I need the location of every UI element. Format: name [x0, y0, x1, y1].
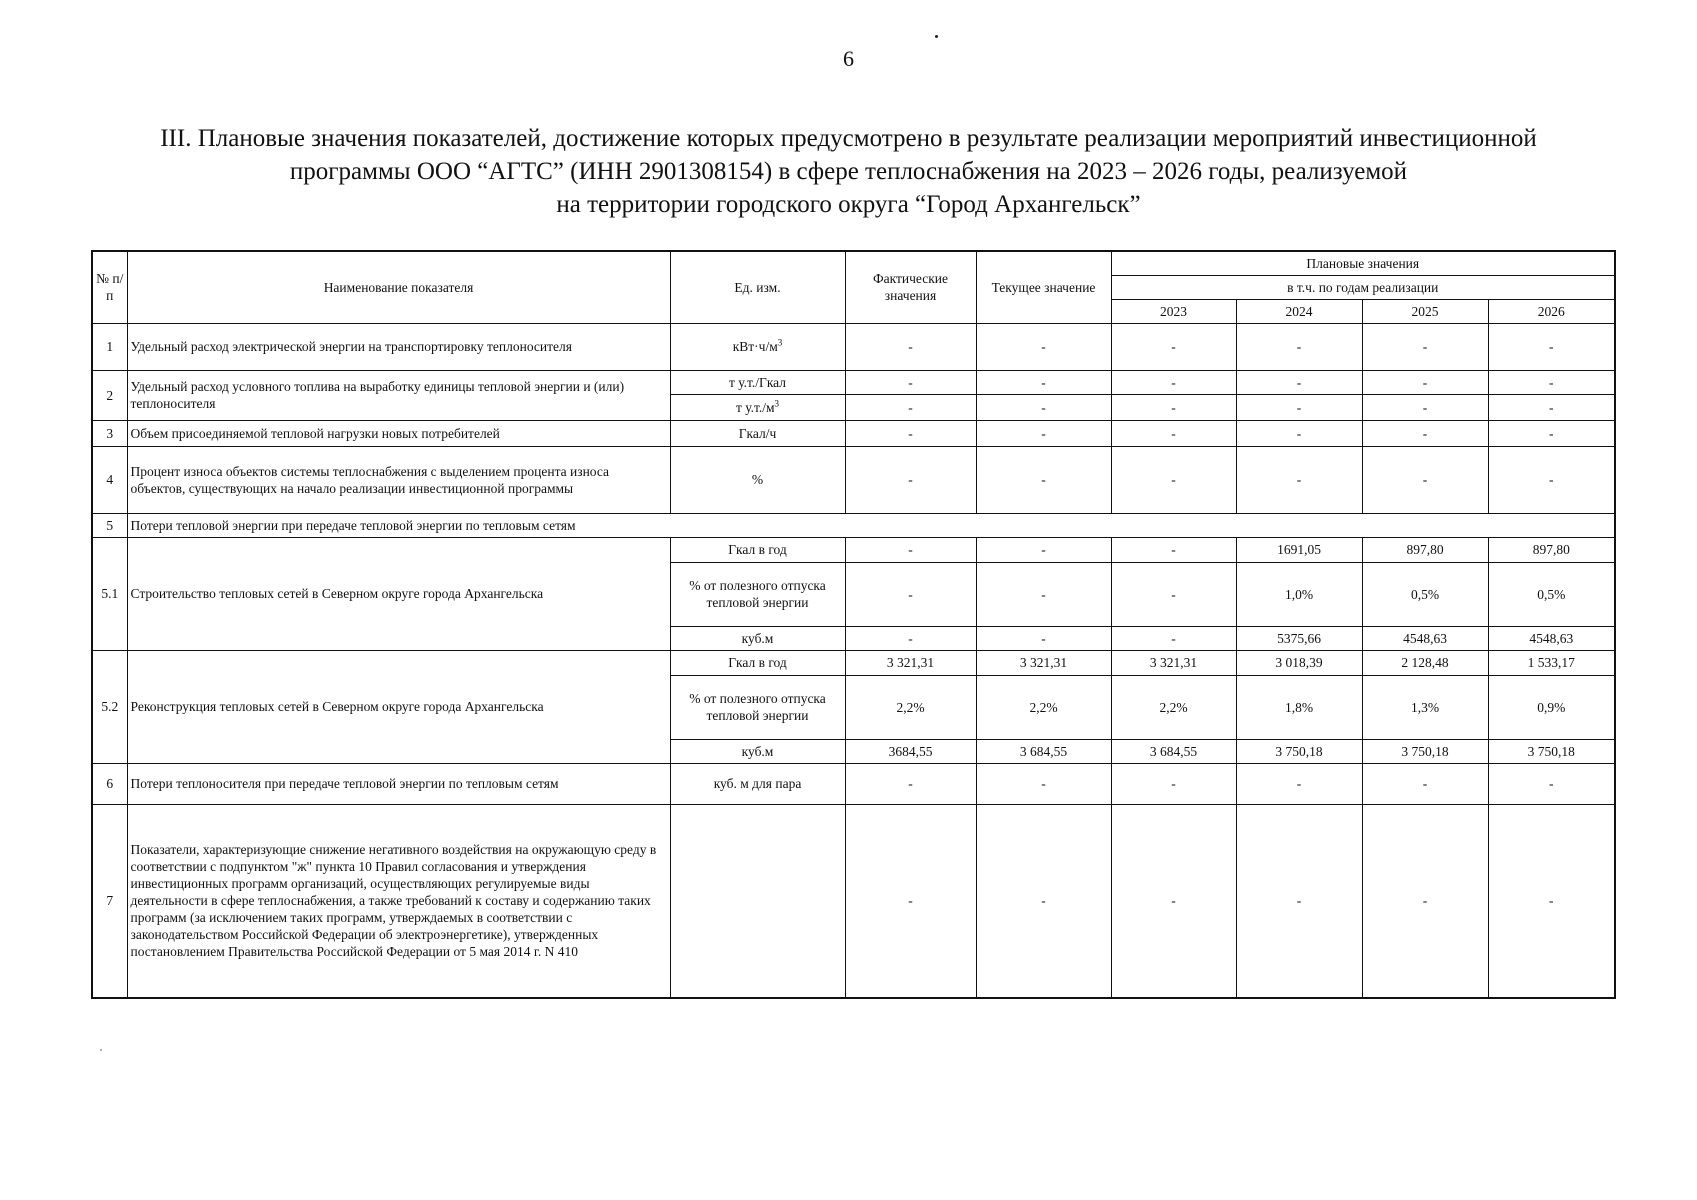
value-cell: - — [845, 537, 976, 562]
document-title — [60, 122, 1637, 221]
indicator-name: Удельный расход условного топлива на выработку единицы тепловой энергии и (или) теплоносителя — [127, 370, 670, 420]
value-cell: 0,9% — [1488, 675, 1615, 739]
unit-cell: % — [670, 446, 845, 513]
unit-cell: т у.т./Гкал — [670, 370, 845, 394]
row-number: 5.1 — [92, 537, 127, 650]
value-cell: 2,2% — [845, 675, 976, 739]
header-actual: Фактические значения — [845, 251, 976, 323]
value-cell: 1691,05 — [1236, 537, 1362, 562]
value-cell: - — [976, 323, 1111, 370]
indicator-name: Удельный расход электрической энергии на транспортировку теплоносителя — [127, 323, 670, 370]
value-cell: - — [1111, 446, 1236, 513]
value-cell: - — [1236, 804, 1362, 998]
table-row — [92, 537, 1615, 562]
row-number: 6 — [92, 763, 127, 804]
value-cell: 4548,63 — [1362, 626, 1488, 650]
title-line: на территории городского округа “Город Архангельск” — [556, 191, 1141, 218]
value-cell: - — [1111, 323, 1236, 370]
unit-cell — [670, 323, 845, 370]
header-year: 2026 — [1488, 299, 1615, 323]
value-cell: 2 128,48 — [1362, 650, 1488, 675]
value-cell: 0,5% — [1362, 562, 1488, 626]
unit-cell: куб.м — [670, 626, 845, 650]
value-cell: - — [976, 394, 1111, 420]
unit-text: т у.т./м — [735, 399, 775, 415]
header-by-years: в т.ч. по годам реализации — [1111, 275, 1615, 299]
title-line: III. Плановые значения показателей, достижение которых предусмотрено в результате реализации мероприятий инвестиционной — [160, 125, 1537, 152]
unit-cell: % от полезного отпуска тепловой энергии — [670, 562, 845, 626]
value-cell: 2,2% — [1111, 675, 1236, 739]
value-cell: 0,5% — [1488, 562, 1615, 626]
row-number: 1 — [92, 323, 127, 370]
value-cell: - — [1111, 537, 1236, 562]
table-row — [92, 420, 1615, 446]
scan-speck — [935, 35, 938, 38]
value-cell: 5375,66 — [1236, 626, 1362, 650]
value-cell: - — [1111, 626, 1236, 650]
value-cell: 3 684,55 — [976, 739, 1111, 763]
row-number: 5 — [92, 513, 127, 537]
value-cell: - — [1488, 370, 1615, 394]
header-year: 2024 — [1236, 299, 1362, 323]
value-cell: 3 750,18 — [1362, 739, 1488, 763]
value-cell: - — [845, 394, 976, 420]
value-cell: - — [845, 420, 976, 446]
value-cell: 3 750,18 — [1488, 739, 1615, 763]
value-cell: - — [845, 323, 976, 370]
header-unit: Ед. изм. — [670, 251, 845, 323]
table-row — [92, 370, 1615, 394]
value-cell: - — [1236, 323, 1362, 370]
value-cell: - — [1236, 763, 1362, 804]
table-row — [92, 763, 1615, 804]
value-cell: - — [1488, 420, 1615, 446]
row-number: 5.2 — [92, 650, 127, 763]
value-cell: - — [1111, 804, 1236, 998]
page-number: 6 — [843, 46, 854, 71]
row-number: 2 — [92, 370, 127, 420]
row-number: 7 — [92, 804, 127, 998]
value-cell: - — [976, 804, 1111, 998]
value-cell: - — [1488, 446, 1615, 513]
header-year: 2025 — [1362, 299, 1488, 323]
indicators-table — [91, 250, 1616, 999]
value-cell: - — [1236, 370, 1362, 394]
value-cell: 1,8% — [1236, 675, 1362, 739]
unit-cell — [670, 804, 845, 998]
section-name: Потери тепловой энергии при передаче тепловой энергии по тепловым сетям — [127, 513, 1615, 537]
value-cell: - — [1111, 420, 1236, 446]
unit-superscript: 3 — [774, 398, 780, 408]
table-row — [92, 650, 1615, 675]
row-number: 3 — [92, 420, 127, 446]
title-line: программы ООО “АГТС” (ИНН 2901308154) в сфере теплоснабжения на 2023 – 2026 годы, реализуемой — [289, 158, 1408, 185]
value-cell: - — [1488, 804, 1615, 998]
unit-cell: % от полезного отпуска тепловой энергии — [670, 675, 845, 739]
value-cell: 3 321,31 — [1111, 650, 1236, 675]
value-cell: - — [1488, 763, 1615, 804]
unit-cell: куб. м для пара — [670, 763, 845, 804]
value-cell: 3 321,31 — [976, 650, 1111, 675]
value-cell: - — [1111, 394, 1236, 420]
value-cell: - — [976, 562, 1111, 626]
value-cell: - — [1111, 562, 1236, 626]
value-cell: - — [1236, 420, 1362, 446]
value-cell: - — [1362, 370, 1488, 394]
value-cell: - — [845, 446, 976, 513]
value-cell: - — [976, 626, 1111, 650]
table-row — [92, 323, 1615, 370]
unit-cell: Гкал в год — [670, 537, 845, 562]
value-cell: 3 684,55 — [1111, 739, 1236, 763]
unit-cell: Гкал/ч — [670, 420, 845, 446]
value-cell: - — [1362, 804, 1488, 998]
scan-speck — [100, 1049, 102, 1051]
value-cell: - — [976, 537, 1111, 562]
header-name: Наименование показателя — [127, 251, 670, 323]
value-cell: - — [1236, 394, 1362, 420]
value-cell: - — [845, 370, 976, 394]
header-current: Текущее значение — [976, 251, 1111, 323]
value-cell: - — [1362, 323, 1488, 370]
table-row — [92, 804, 1615, 998]
table-row — [92, 513, 1615, 537]
indicator-name: Показатели, характеризующие снижение негативного воздействия на окружающую среду в соответствии с подпунктом "ж" пункта 10 Правил согласования и утверждения инвестиционных программ организаций, осуществляющих регулируемые виды деятельности в сфере теплоснабжения, а также требований к составу и содержанию таких программ (за исключением таких программ, утверждаемых в соответствии с законодательством Российской Федерации об электроэнергетике), утвержденных постановлением Правительства Российской Федерации от 5 мая 2014 г. N 410 — [127, 804, 670, 998]
value-cell: - — [976, 763, 1111, 804]
value-cell: 1,0% — [1236, 562, 1362, 626]
value-cell: - — [976, 446, 1111, 513]
indicator-name: Потери теплоносителя при передаче тепловой энергии по тепловым сетям — [127, 763, 670, 804]
unit-text: кВт·ч/м — [732, 339, 778, 354]
value-cell: - — [1488, 394, 1615, 420]
unit-cell: Гкал в год — [670, 650, 845, 675]
value-cell: 897,80 — [1488, 537, 1615, 562]
header-row — [92, 251, 1615, 275]
header-planned: Плановые значения — [1111, 251, 1615, 275]
value-cell: 1 533,17 — [1488, 650, 1615, 675]
value-cell: - — [1488, 323, 1615, 370]
header-num: № п/п — [92, 251, 127, 323]
indicator-name: Процент износа объектов системы теплоснабжения с выделением процента износа объектов, существующих на начало реализации инвестиционной программы — [127, 446, 670, 513]
header-year: 2023 — [1111, 299, 1236, 323]
value-cell: - — [1111, 370, 1236, 394]
value-cell: - — [1362, 763, 1488, 804]
value-cell: 4548,63 — [1488, 626, 1615, 650]
value-cell: - — [1362, 420, 1488, 446]
value-cell: - — [845, 626, 976, 650]
value-cell: - — [845, 562, 976, 626]
unit-superscript: 3 — [777, 337, 783, 348]
table-row — [92, 446, 1615, 513]
value-cell: - — [976, 420, 1111, 446]
value-cell: - — [976, 370, 1111, 394]
value-cell: 3 750,18 — [1236, 739, 1362, 763]
value-cell: - — [845, 763, 976, 804]
value-cell: - — [1362, 394, 1488, 420]
value-cell: 3684,55 — [845, 739, 976, 763]
value-cell: 1,3% — [1362, 675, 1488, 739]
value-cell: - — [1111, 763, 1236, 804]
value-cell: 3 321,31 — [845, 650, 976, 675]
indicator-name: Реконструкция тепловых сетей в Северном округе города Архангельска — [127, 650, 670, 763]
value-cell: 3 018,39 — [1236, 650, 1362, 675]
unit-cell: куб.м — [670, 739, 845, 763]
value-cell: 897,80 — [1362, 537, 1488, 562]
row-number: 4 — [92, 446, 127, 513]
value-cell: - — [1236, 446, 1362, 513]
value-cell: - — [845, 804, 976, 998]
unit-cell — [670, 394, 845, 420]
value-cell: - — [1362, 446, 1488, 513]
indicator-name: Объем присоединяемой тепловой нагрузки новых потребителей — [127, 420, 670, 446]
indicator-name: Строительство тепловых сетей в Северном округе города Архангельска — [127, 537, 670, 650]
value-cell: 2,2% — [976, 675, 1111, 739]
